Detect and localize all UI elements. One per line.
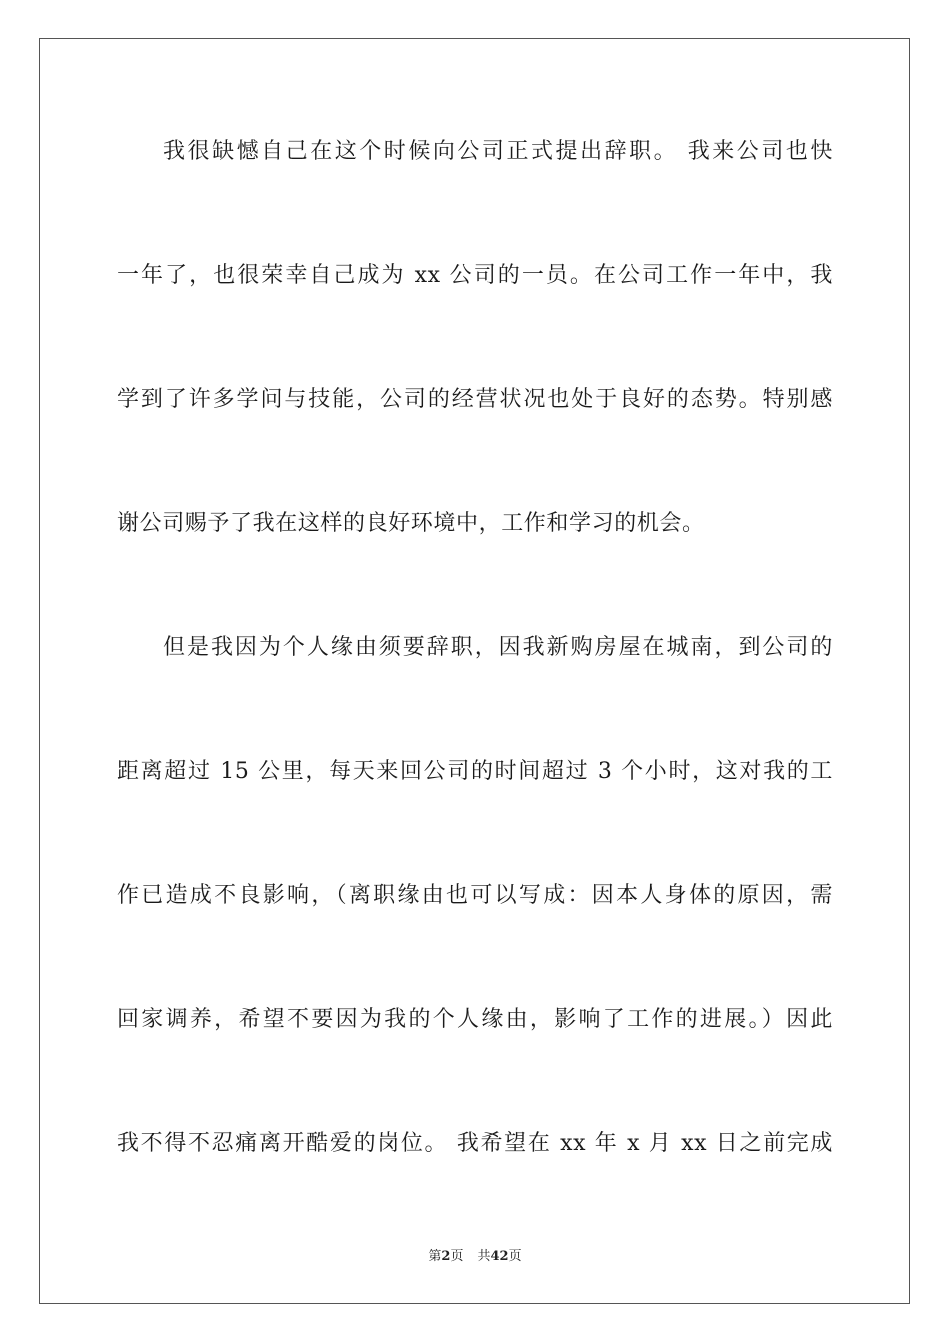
paragraph-2-line-5: 我不得不忍痛离开酷爱的岗位。 我希望在 xx 年 x 月 xx 日之前完成 (117, 1131, 833, 1156)
page-border (39, 38, 910, 1304)
total-suffix: 页 (508, 1249, 522, 1264)
paragraph-2-line-4: 回家调养，希望不要因为我的个人缘由，影响了工作的进展。）因此 (117, 1007, 833, 1032)
total-prefix: 共 (477, 1249, 491, 1264)
paragraph-1-line-4: 谢公司赐予了我在这样的良好环境中，工作和学习的机会。 (117, 511, 705, 536)
paragraph-2-line-2: 距离超过 15 公里，每天来回公司的时间超过 3 个小时，这对我的工 (117, 759, 833, 784)
page-prefix: 第 (428, 1249, 442, 1264)
paragraph-1-line-2: 一年了，也很荣幸自己成为 xx 公司的一员。在公司工作一年中，我 (117, 263, 833, 288)
page-suffix: 页 (450, 1249, 464, 1264)
paragraph-2-line-1: 但是我因为个人缘由须要辞职，因我新购房屋在城南，到公司的 (163, 635, 833, 660)
total-pages: 42 (490, 1249, 509, 1264)
paragraph-1-line-3: 学到了许多学问与技能，公司的经营状况也处于良好的态势。特别感 (117, 387, 833, 412)
paragraph-1-line-1: 我很缺憾自己在这个时候向公司正式提出辞职。 我来公司也快 (163, 139, 833, 164)
page-footer (0, 1248, 950, 1266)
page-number: 2 (441, 1249, 451, 1264)
paragraph-2-line-3: 作已造成不良影响，（离职缘由也可以写成：因本人身体的原因，需 (117, 883, 833, 908)
